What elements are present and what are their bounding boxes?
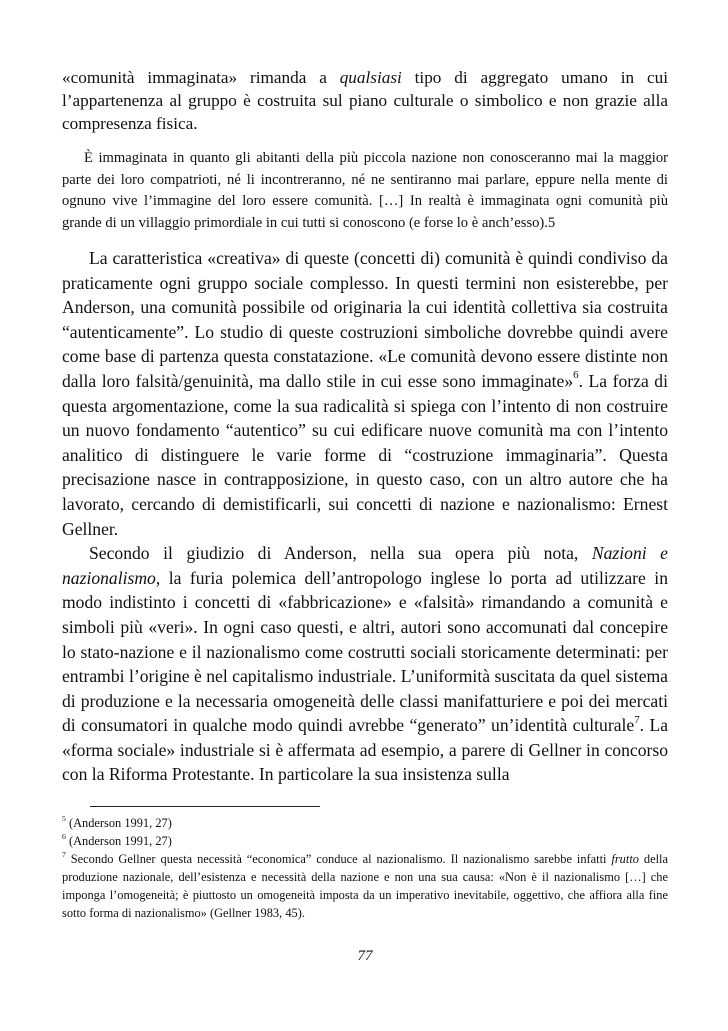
footnote-6	[62, 832, 668, 850]
text-run: La caratteristica «creativa» di queste (concetti di) comunità è quindi condiviso da praticamente ogni gruppo sociale complesso. In questi termini non esisterebbe, per Anderson, una comunità possibile od originaria la cui identità collettiva sia costruita “autenticamente”. Lo studio di queste costruzioni simboliche dovrebbe quindi avere come base di partenza questa constatazione. «Le comunità devono essere distinte non dalla loro falsità/genuinità, ma dallo stile in cui esse sono immaginate»	[62, 248, 668, 391]
italic-frutto: frutto	[611, 852, 639, 867]
text-run: . La forza di questa argomentazione, come la sua radicalità si spiega con l’intento di non costruire un nuovo fondamento “autentico” su cui edificare nuove comunità ma con l’intento analitico di distinguere le varie forme di “costruzione immaginaria”. Questa precisazione nasce in contrapposizione, in questo caso, con un altro autore che ha lavorato, cercando di demistificarli, sui concetti di nazione e nazionalismo: Ernest Gellner.	[62, 370, 668, 539]
paragraph-anderson	[62, 541, 668, 787]
footnote-5	[62, 814, 668, 832]
footnote-ref-7[interactable]: 7	[634, 713, 640, 726]
footnote-text: Secondo Gellner questa necessità “economica” conduce al nazionalismo. Il nazionalismo sarebbe infatti	[65, 852, 612, 867]
footnote-text: della produzione nazionale, dell’esistenza e necessità della nazione e non una sua causa: «Non è il nazionalismo […] che imponga l’omogeneità; è piuttosto un omogeneità imposta da un imperativo inevitabile, oggettivo, che affiora alla fine sotto forma di nazionalismo» (Gellner 1983, 45).	[62, 852, 668, 921]
footnote-7	[62, 850, 668, 922]
text-run: Secondo il giudizio di Anderson, nella sua opera più nota,	[89, 543, 592, 564]
page-number: 77	[357, 948, 373, 964]
footnote-separator	[90, 806, 320, 807]
footnotes	[62, 814, 668, 922]
footnote-number: 5	[62, 813, 66, 823]
text-run: tipo di aggregato umano in cui l’appartenenza al gruppo è costruita sul piano culturale o simbolico e non grazie alla compresenza fisica.	[62, 68, 668, 133]
footnote-text: (Anderson 1991, 27)	[65, 816, 172, 831]
paragraph-creativa	[62, 246, 668, 541]
text-run: «comunità immaginata» rimanda a	[62, 68, 340, 87]
italic-book-title: Nazioni e nazionalismo	[62, 543, 668, 588]
italic-qualsiasi: qualsiasi	[339, 68, 402, 87]
page-body	[62, 66, 668, 964]
footnote-number: 7	[62, 849, 66, 859]
text-run: , la furia polemica dell’antropologo inglese lo porta ad utilizzare in modo indistinto i concetti di «fabbricazione» e «falsità» rimandando a comunità e simboli più «veri». In ogni caso questi, e altri, autori sono accomunati dal concepire lo stato-nazione e il nazionalismo come costrutti sociali storicamente determinati: per entrambi l’origine è nel capitalismo industriale. L’uniformità suscitata da quel sistema di produzione e la necessaria omogeneità delle classi manifatturiere e poi dei mercati di consumatori in qualche modo quindi avrebbe “generato” un’identità culturale	[62, 567, 668, 736]
footnote-ref-6[interactable]: 6	[573, 369, 579, 382]
paragraph-opening	[62, 66, 668, 135]
footnote-number: 6	[62, 831, 66, 841]
footnote-text: (Anderson 1991, 27)	[65, 834, 172, 849]
text-run: . La «forma sociale» industriale si è affermata ad esempio, a parere di Gellner in concorso con la Riforma Protestante. In particolare la sua insistenza sulla	[62, 715, 668, 785]
block-quote: È immaginata in quanto gli abitanti della più piccola nazione non conosceranno mai la maggior parte dei loro compatrioti, né li incontreranno, né ne sentiranno mai parlare, eppure nella mente di ognuno vive l’immagine del loro essere comunità. […] In realtà è immaginata ogni comunità più grande di un villaggio primordiale in cui tutti si conoscono (e forse lo è anch’esso).5	[62, 150, 668, 231]
